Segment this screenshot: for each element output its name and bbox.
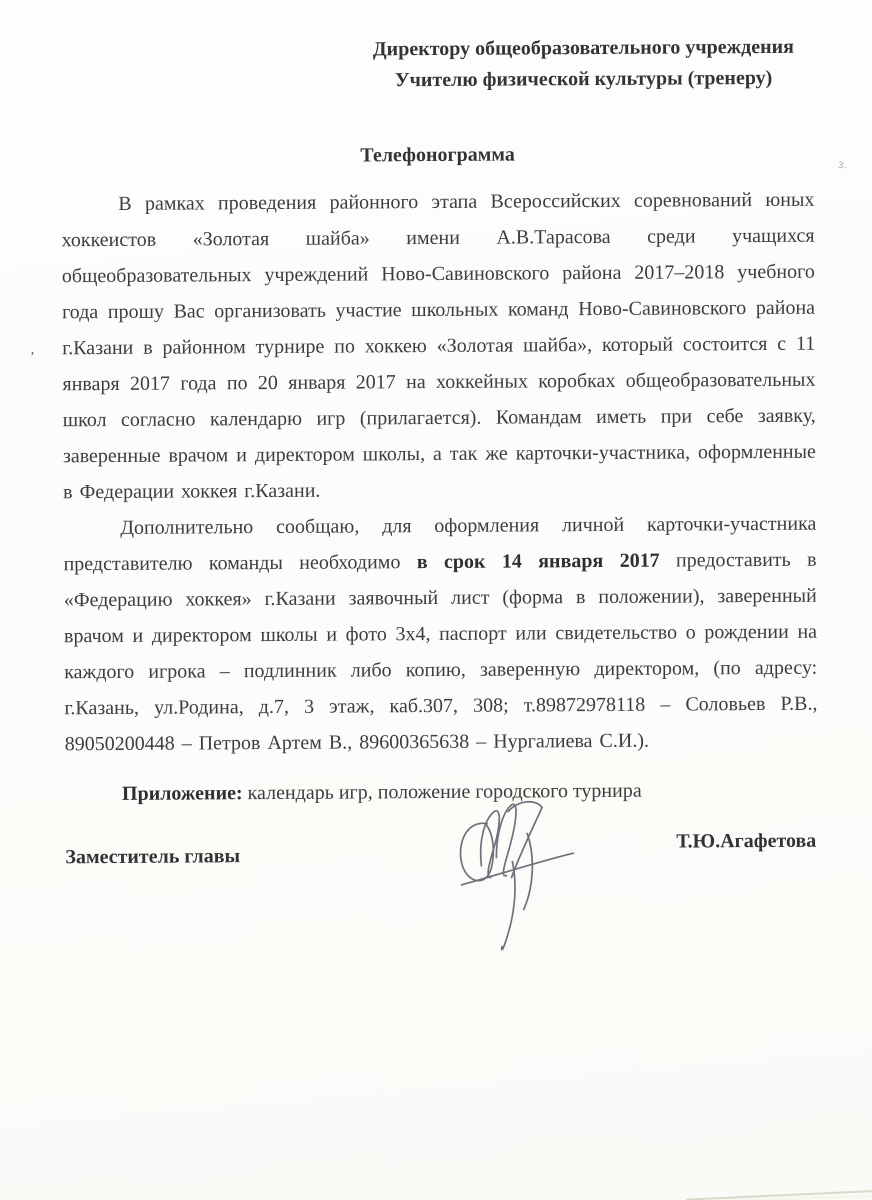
handwritten-signature-icon bbox=[423, 791, 594, 977]
signer-name: Т.Ю.Агафетова bbox=[676, 829, 817, 853]
recipient-line-2: Учителю физической культуры (тренеру) bbox=[394, 66, 773, 92]
paragraph-1 bbox=[61, 182, 816, 511]
paragraph-1-text: В рамках проведения районного этапа Всероссийских соревнований юных хоккеистов «Золотая шайба» имени А.В.Тарасова среди учащихся общеобразовательных учреждений Ново-Савиновского района 2017–2018 учебного года прошу Вас организовать участие школьных команд Ново-Савиновского района г.Казани в районном турнире по хоккею «Золотая шайба», который состоится с 11 января 2017 года по 20 января 2017 на хоккейных коробках общеобразовательных школ согласно календарю игр (прилагается). Командам иметь при себе заявку, заверенные врачом и директором школы, а так же карточки-участника, оформленные в Федерации хоккея г.Казани. bbox=[61, 188, 816, 504]
attachment-label: Приложение: bbox=[121, 782, 243, 805]
paragraph-2-text-post: предоставить в «Федерацию хоккея» г.Казани заявочный лист (форма в положении), заверенный врачом и директором школы и фото 3х4, паспорт или свидетельство о рождении на каждого игрока – подлинник либо копию, заверенную директором, (по адресу: г.Казань, ул.Родина, д.7, 3 этаж, каб.307, 308; т.89872978118 – Соловьев Р.В., 89050200448 – Петров Артем В., 89600365638 – Нургалиева С.И.). bbox=[63, 548, 818, 756]
paragraph-2 bbox=[63, 506, 818, 763]
signature-block bbox=[65, 808, 819, 1023]
scan-artifact-left: ’ bbox=[30, 350, 35, 365]
document-title: Телефонограмма bbox=[360, 143, 515, 167]
signer-position: Заместитель главы bbox=[65, 845, 241, 869]
paragraph-2-text-pre: Дополнительно сообщаю, для оформления личной карточки-участника представителю команды необходимо bbox=[63, 512, 817, 576]
scan-artifact-right: з. bbox=[837, 157, 849, 172]
recipient-line-1: Директору общеобразовательного учреждения bbox=[372, 35, 795, 61]
recipient-block bbox=[359, 32, 807, 97]
paragraph-2-bold-deadline: в срок 14 января 2017 bbox=[416, 549, 660, 574]
attachment-text: календарь игр, положение городского турнира bbox=[242, 779, 642, 805]
